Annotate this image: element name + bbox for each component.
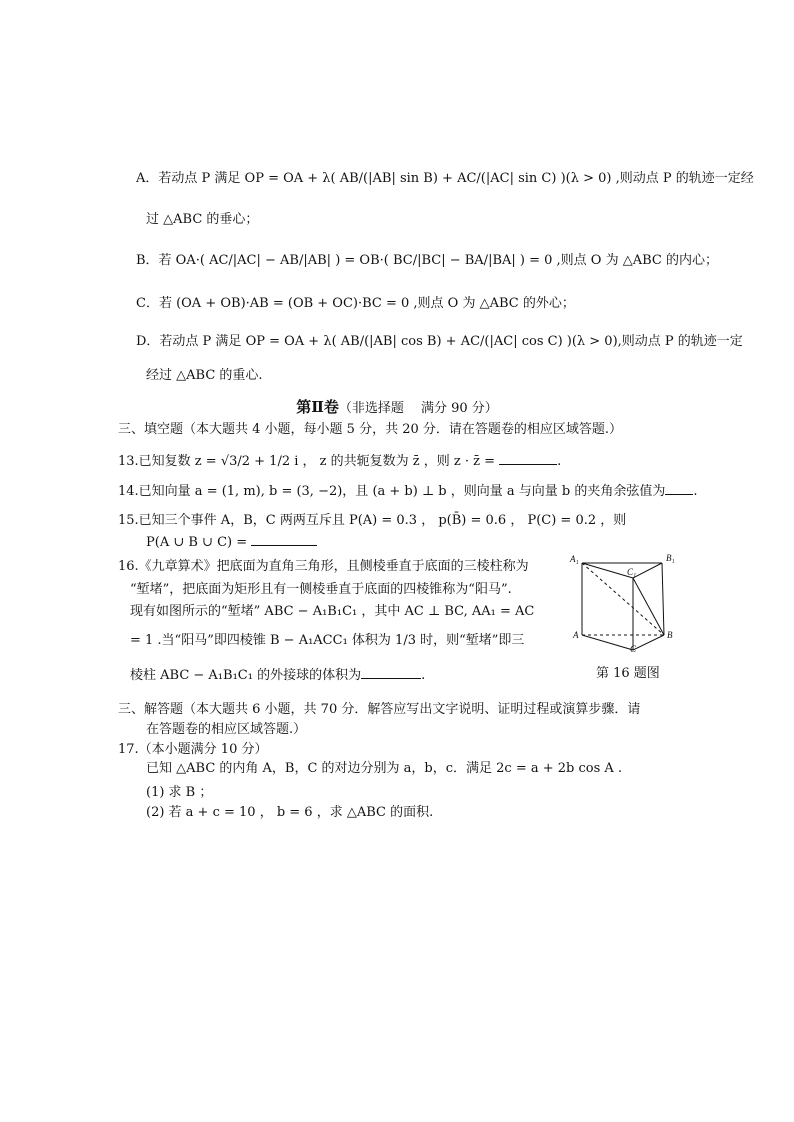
answer-header-line2: 在答题卷的相应区域答题.） (146, 722, 307, 737)
question-17-stem: 已知 △ABC 的内角 A，B，C 的对边分别为 a，b，c．满足 2c = a + 2b cos A . (146, 761, 623, 776)
question-14: 14.已知向量 a = (1, m), b = (3, −2)，且 (a + b) ⊥ b ，则向量 a 与向量 b 的夹角余弦值为 . (118, 484, 698, 499)
answer-blank-15[interactable] (251, 533, 317, 546)
section-2-subtitle: （非选择题 满分 90 分） (338, 401, 498, 416)
option-d-line1: D．若动点 P 满足 OP = OA + λ( AB/(|AB| cos B) + AC/(|AC| cos C) )(λ > 0),则动点 P 的轨迹一定 (136, 334, 743, 349)
question-16-line2: “堑堵”，把底面为矩形且有一侧棱垂直于底面的四棱锥称为“阳马”. (130, 582, 512, 597)
question-15-line2: P(A ∪ B ∪ C) = (146, 533, 317, 552)
label-b: B (667, 630, 673, 640)
label-a: A (573, 630, 579, 640)
label-c1: C₁ (627, 567, 637, 577)
question-17-part2: (2) 若 a + c = 10 ， b = 6 ，求 △ABC 的面积. (146, 805, 434, 820)
question-15-line1: 15.已知三个事件 A，B，C 两两互斥且 P(A) = 0.3 ， p(B̄) = 0.6 ， P(C) = 0.2 ，则 (118, 513, 627, 528)
question-16-line5: 棱柱 ABC − A₁B₁C₁ 的外接球的体积为 . (130, 668, 426, 683)
question-16-line1: 16.《九章算术》把底面为直角三角形，且侧棱垂直于底面的三棱柱称为 (118, 559, 529, 574)
question-16-line3: 现有如图所示的“堑堵” ABC − A₁B₁C₁ ，其中 AC ⊥ BC, AA₁ = AC (130, 604, 535, 619)
prism-figure (565, 553, 690, 653)
question-16-line4: = 1 .当“阳马”即四棱锥 B − A₁ACC₁ 体积为 1/3 时，则“堑堵”即三 (130, 633, 525, 648)
option-d-line2: 经过 △ABC 的重心. (146, 368, 263, 383)
question-17-part1: (1) 求 B ； (146, 785, 213, 800)
option-b-line: B．若 OA·( AC/|AC| − AB/|AB| ) = OB·( BC/|BC| − BA/|BA| ) = 0 ,则点 O 为 △ABC 的内心； (136, 253, 718, 268)
section-2-title: 第Ⅱ卷（非选择题 满分 90 分） (296, 398, 498, 416)
answer-blank-16[interactable] (361, 666, 421, 679)
option-a-line2: 过 △ABC 的垂心； (146, 212, 259, 227)
question-13: 13.已知复数 z = √3/2 + 1/2 i ， z 的共轭复数为 z̄ ，则 z · z̄ = . (118, 454, 562, 469)
label-a1: A₁ (570, 554, 579, 564)
answer-blank-13[interactable] (499, 452, 557, 465)
figure-caption: 第 16 题图 (596, 666, 660, 681)
fill-in-header: 三、填空题（本大题共 4 小题，每小题 5 分，共 20 分．请在答题卷的相应区域答题.） (118, 422, 623, 437)
label-c: C (630, 644, 637, 653)
answer-header-line1: 三、解答题（本大题共 6 小题，共 70 分．解答应写出文字说明、证明过程或演算步骤．请 (118, 702, 641, 717)
label-b1: B₁ (666, 553, 675, 563)
option-c-line: C．若 (OA + OB)·AB = (OB + OC)·BC = 0 ,则点 O 为 △ABC 的外心； (136, 296, 575, 311)
option-a-line1: A．若动点 P 满足 OP = OA + λ( AB/(|AB| sin B) + AC/(|AC| sin C) )(λ > 0) ,则动点 P 的轨迹一定经 (136, 171, 754, 186)
answer-blank-14[interactable] (665, 482, 693, 495)
question-17-title: 17.（本小题满分 10 分） (118, 742, 268, 757)
